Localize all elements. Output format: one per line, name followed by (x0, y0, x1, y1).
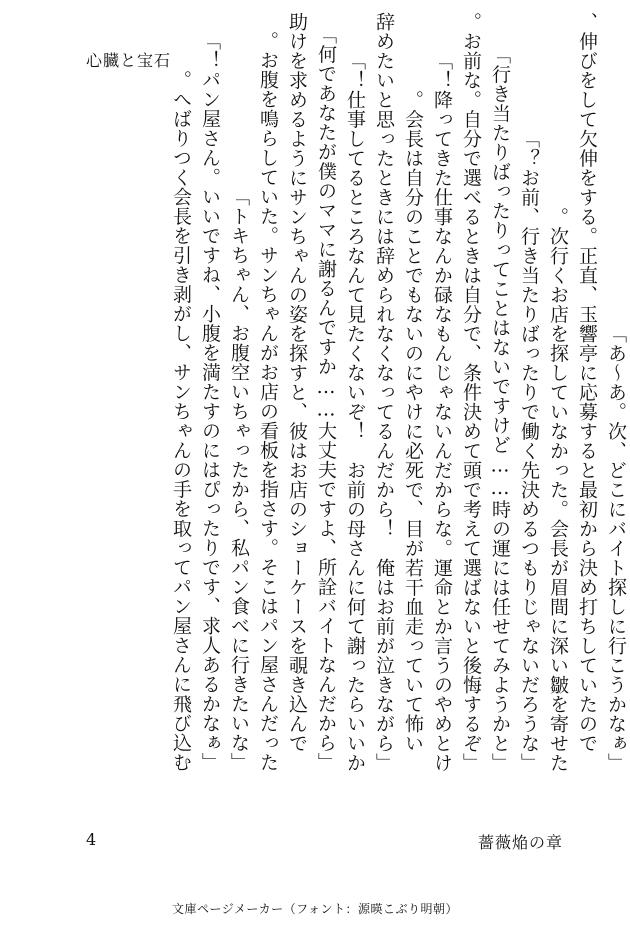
text-line: 「トキちゃん、お腹空いちゃったから、私パン食べに行きたいな」 (228, 187, 250, 772)
text-line: 次行くお店を探していなかった。会長が眉間に深い皺を寄せた。 (547, 206, 569, 772)
page-number: 4 (86, 830, 97, 849)
text-line: 「何であなたが僕のママに謝るんですか……大丈夫ですよ、所詮バイトなんだから」 (315, 25, 337, 772)
generator-credit: 文庫ページメーカー（フォント：源暎こぶり明朝） (171, 902, 459, 916)
text-line: へばりつく会長を引き剥がし、サンちゃんの手を取ってパン屋さんに飛び込む。 (170, 70, 192, 772)
text-line: 「辞めたいと思ったときには辞められなくなってるんだから！ 俺はお前が泣きながら (373, 11, 395, 772)
text-line: 仕事してるところなんて見たくないぞ！ お前の母さんに何て謝ったらいいか！」 (344, 50, 366, 772)
text-line: 会長は自分のことでもないのにやけに必死で、目が若干血走っていて怖い。 (402, 89, 424, 772)
text-line: 「あ〜あ。次、どこにバイト探しに行こうかなぁ」 (605, 323, 627, 772)
chapter-title: 薔薇焔の章 (478, 833, 564, 852)
text-line: お腹を鳴らしていた。サンちゃんがお店の看板を指さす。そこはパン屋さんだった。 (257, 31, 279, 772)
text-line: 「パン屋さん。いいですね、小腹を満たすのにはぴったりです、求人あるかなぁ！」 (199, 31, 221, 772)
text-line: 「行き当たりばったりってことはないですけど……時の運には任せてみようかと」 (489, 44, 511, 772)
running-header-title: 心臓と宝石 (86, 51, 172, 70)
text-line: 伸びをして欠伸をする。正直、玉響亭に応募すると最初から決め打ちしていたので、 (576, 11, 598, 772)
text-line: 「お前な。自分で選べるときは自分で、条件決めて頭で考えて選ばないと後悔するぞ。 (460, 11, 482, 772)
text-line: 助けを求めるようにサンちゃんの姿を探すと、彼はお店のショーケースを覗き込んで (286, 11, 308, 772)
text-line: 降ってきた仕事なんか碌なもんじゃないんだからな。運命とか言うのやめとけ！」 (431, 50, 453, 772)
text-line: 「お前、行き当たりばったりで働く先決めるつもりじゃないだろうな？」 (518, 128, 540, 772)
